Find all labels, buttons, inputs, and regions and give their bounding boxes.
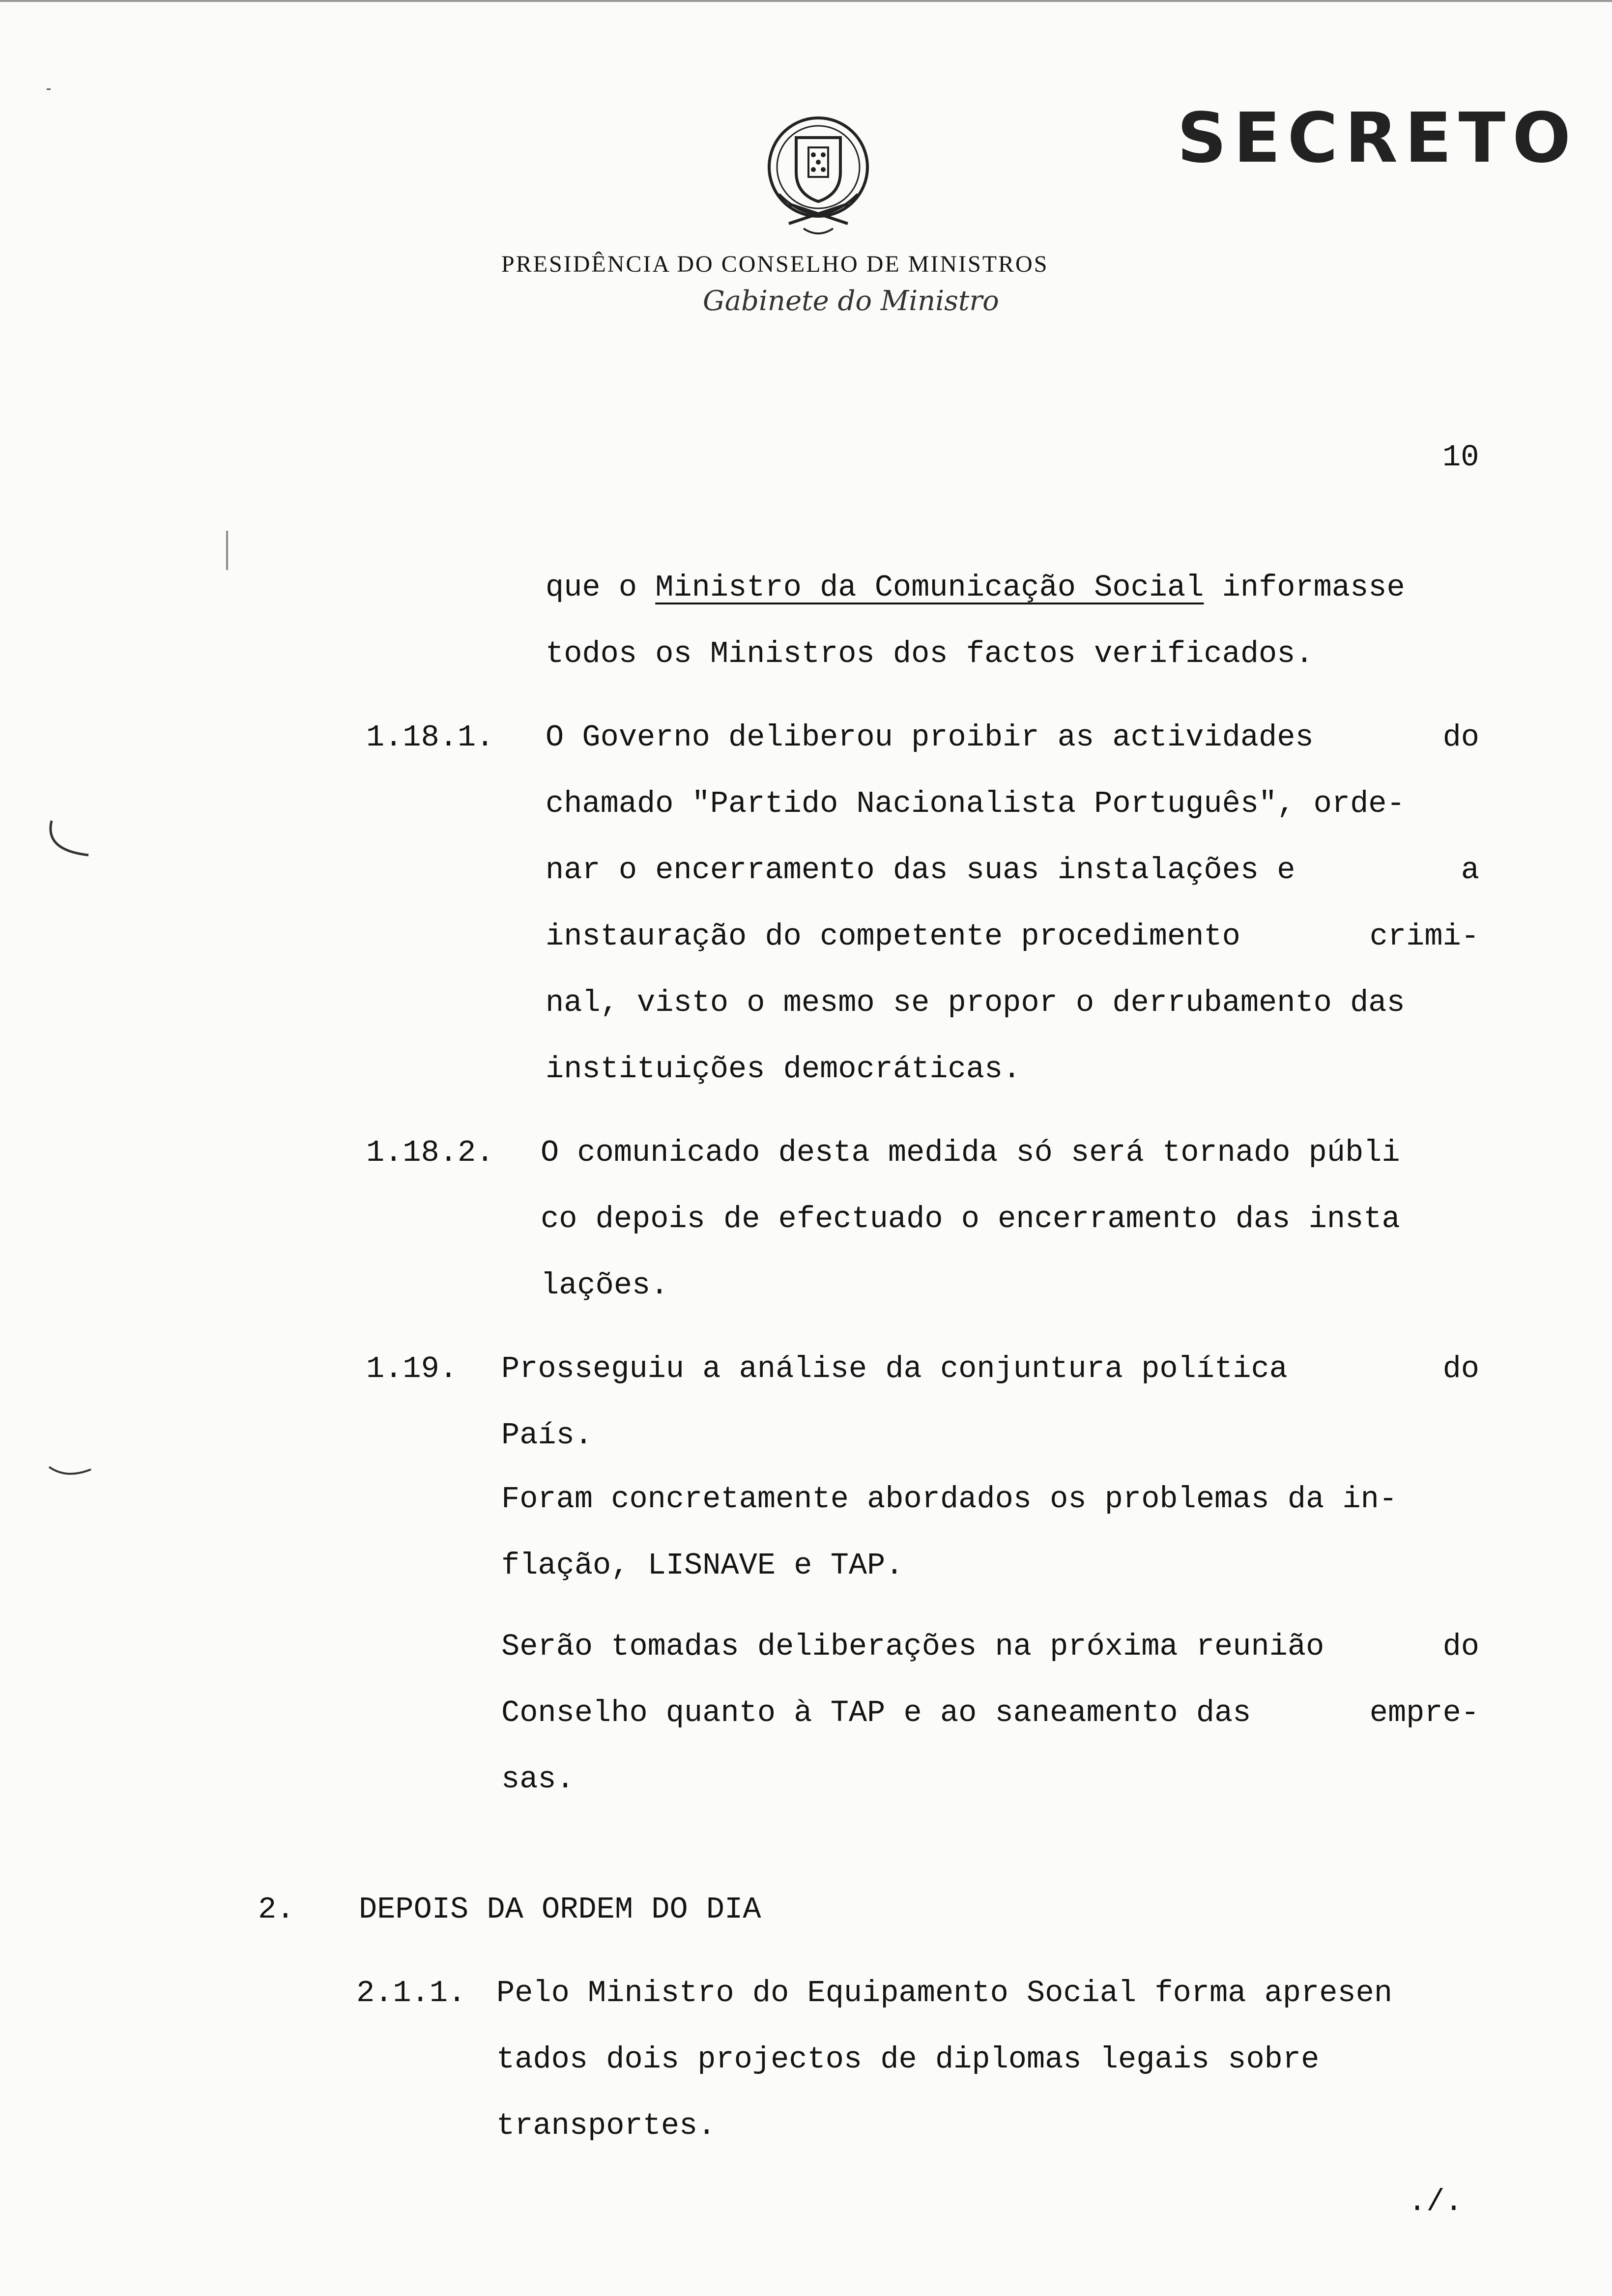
item-line: transportes. — [496, 2108, 716, 2143]
top-scan-edge — [0, 0, 1612, 2]
margin-mark — [47, 88, 51, 90]
text-fragment: do — [1442, 1629, 1479, 1664]
item-line: flação, LISNAVE e TAP. — [501, 1548, 904, 1583]
continuation-mark: ./. — [1408, 2184, 1463, 2219]
section-title: DEPOIS DA ORDEM DO DIA — [359, 1892, 761, 1927]
item-line — [546, 855, 1479, 886]
item-number: 1.18.2. — [366, 1135, 494, 1170]
item-number: 2.1.1. — [356, 1976, 466, 2010]
item-line: tados dois projectos de diplomas legais sobre — [496, 2042, 1320, 2077]
item-line — [546, 921, 1479, 952]
item-line: co depois de efectuado o encerramento das insta — [541, 1202, 1400, 1236]
item-line: O comunicado desta medida só será tornado públi — [541, 1135, 1400, 1170]
item-line — [501, 1351, 1479, 1386]
text-fragment: crimi- — [1369, 919, 1479, 954]
text-fragment: O Governo deliberou proibir as actividades — [546, 720, 1314, 755]
continuation-line-1 — [546, 570, 1479, 605]
coat-of-arms-icon — [759, 111, 877, 243]
item-line: instituições democráticas. — [546, 1052, 1021, 1087]
office-handwritten: Gabinete do Ministro — [703, 285, 999, 317]
underlined-ministry: Ministro da Comunicação Social — [655, 570, 1204, 605]
text-fragment: Conselho quanto à TAP e ao saneamento das — [501, 1695, 1251, 1730]
section-number: 2. — [258, 1892, 295, 1927]
text-fragment: informasse — [1222, 570, 1405, 605]
item-line — [501, 1629, 1479, 1664]
text-fragment: do — [1442, 720, 1479, 755]
text-fragment: nar o encerramento das suas instalações e — [546, 853, 1295, 888]
margin-arc-mark — [42, 816, 96, 870]
text-fragment: do — [1442, 1351, 1479, 1386]
text-fragment: que o — [546, 570, 637, 605]
item-line — [546, 722, 1479, 753]
margin-mark — [226, 531, 228, 570]
item-line: Foram concretamente abordados os problemas da in- — [501, 1482, 1398, 1517]
text-fragment: a — [1461, 853, 1479, 888]
margin-arc-mark — [47, 1464, 96, 1484]
text-fragment: Prosseguiu a análise da conjuntura política — [501, 1351, 1288, 1386]
item-number: 1.19. — [366, 1351, 458, 1386]
item-line: sas. — [501, 1762, 575, 1797]
item-line: nal, visto o mesmo se propor o derrubamento das — [546, 985, 1405, 1020]
classification-stamp: SECRETO — [1177, 98, 1578, 178]
item-number: 1.18.1. — [366, 720, 494, 755]
text-fragment: empre- — [1369, 1695, 1479, 1730]
continuation-line-2: todos os Ministros dos factos verificados. — [546, 636, 1314, 671]
text-fragment: Serão tomadas deliberações na próxima reunião — [501, 1629, 1324, 1664]
item-line: chamado "Partido Nacionalista Português", orde- — [546, 786, 1405, 821]
text-fragment: instauração do competente procedimento — [546, 919, 1240, 954]
page-number: 10 — [1442, 440, 1479, 475]
item-line: País. — [501, 1418, 593, 1453]
item-line: Pelo Ministro do Equipamento Social forma apresen — [496, 1976, 1393, 2010]
organization-label: PRESIDÊNCIA DO CONSELHO DE MINISTROS — [501, 251, 1049, 277]
item-line — [501, 1695, 1479, 1730]
item-line: lações. — [541, 1268, 669, 1303]
